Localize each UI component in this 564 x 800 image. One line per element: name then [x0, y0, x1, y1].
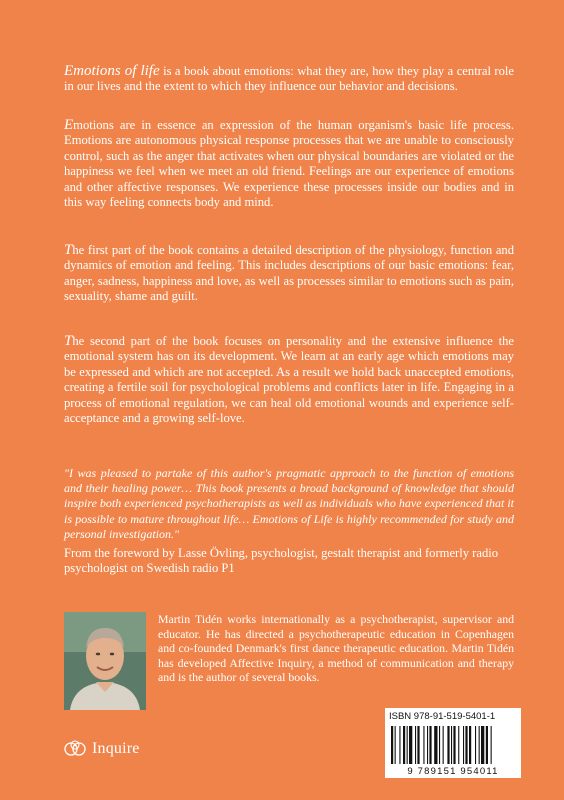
barcode-bar — [491, 726, 492, 764]
barcode-bar — [447, 726, 449, 764]
isbn-label: ISBN 978-91-519-5401-1 — [389, 711, 496, 722]
publisher-logo-icon — [64, 740, 86, 758]
barcode-bar — [434, 726, 437, 764]
paragraph-text: motions are in essence an expression of the human organism's basic life process. Emotions are autonomous physical response processes that we are unable to consciously control, such as the anger that activates when our physical boundaries are violated or the happiness we feel when we meet an old friend. Feelings are our experience of emotions and other affective responses. We experience these processes inside our bodies and in this way feeling connects body and mind. — [64, 118, 514, 210]
barcode-bar — [429, 726, 431, 764]
barcode-bar — [403, 726, 405, 764]
intro-text: is a book about emotions: what they are, how they play a central role in our lives and the extent to which they influence our behavior and decisions. — [64, 64, 515, 94]
book-title-inline: Emotions of life — [64, 63, 160, 79]
barcode-bar — [465, 726, 467, 764]
barcode-bar — [399, 726, 400, 764]
barcode-bar — [479, 726, 480, 764]
barcode-bar — [443, 726, 444, 764]
barcode-bar — [439, 726, 440, 764]
barcode-bar — [407, 726, 408, 764]
barcode-bar — [451, 726, 452, 764]
review-quote: "I was pleased to partake of this author's pragmatic approach to the function of emotions and their healing power… This book presents a broad background of knowledge that should inspire both experienced psychotherapists as well as individuals who have experienced that it is possible to mature throughout life… Emotions of Life is highly recommended for study and personal investigation." — [64, 466, 514, 541]
barcode-bar — [453, 726, 455, 764]
barcode-icon — [391, 726, 515, 764]
first-part-paragraph — [64, 243, 514, 305]
barcode-bar — [427, 726, 428, 764]
barcode-bar — [481, 726, 484, 764]
barcode-bar — [486, 726, 488, 764]
second-part-paragraph — [64, 334, 514, 426]
drop-cap: E — [64, 117, 74, 133]
foreword-credit: From the foreword by Lasse Övling, psychologist, gestalt therapist and formerly radio psychologist on Swedish radio P1 — [64, 546, 499, 576]
barcode-bar — [409, 726, 412, 764]
barcode-bar — [417, 726, 419, 764]
barcode-bar — [415, 726, 416, 764]
author-photo — [64, 612, 146, 710]
author-portrait-image — [64, 612, 146, 710]
paragraph-text: he first part of the book contains a detailed description of the physiology, function and dynamics of emotion and feeling. This includes descriptions of our basic emotions: fear, anger, sadness, happiness and love, as well as processes similar to emotions such as pain, sexuality, shame and guilt. — [64, 243, 514, 304]
barcode-bar — [423, 726, 424, 764]
barcode-bar — [463, 726, 464, 764]
barcode-bar — [395, 726, 396, 764]
publisher-logo — [64, 740, 140, 758]
isbn-barcode-box — [385, 708, 521, 778]
drop-cap: T — [64, 333, 73, 349]
barcode-bar — [458, 726, 459, 764]
intro-paragraph — [64, 64, 514, 95]
barcode-number: 9 789151 954011 — [407, 766, 499, 777]
author-bio: Martin Tidén works internationally as a psychotherapist, supervisor and educator. He has directed a psychotherapeutic education in Copenhagen and co-founded Denmark's first dance therapeutic education. Martin Tidén has developed Affective Inquiry, a method of communication and therapy and is the author of several books. — [158, 612, 514, 685]
emotions-paragraph — [64, 118, 514, 210]
paragraph-text: he second part of the book focuses on personality and the extensive influence the emotional system has on its development. We learn at an early age which emotions may be expressed and which are not accepted. As a result we hold back unaccepted emotions, creating a fertile soil for psychological problems and conflicts later in life. Engaging in a process of emotional regulation, we can heal old emotional wounds and experience self-acceptance and a growing self-love. — [64, 334, 514, 426]
barcode-bar — [391, 726, 393, 764]
barcode-bar — [469, 726, 471, 764]
barcode-bar — [475, 726, 476, 764]
drop-cap: T — [64, 242, 73, 258]
publisher-name: Inquire — [92, 740, 140, 757]
